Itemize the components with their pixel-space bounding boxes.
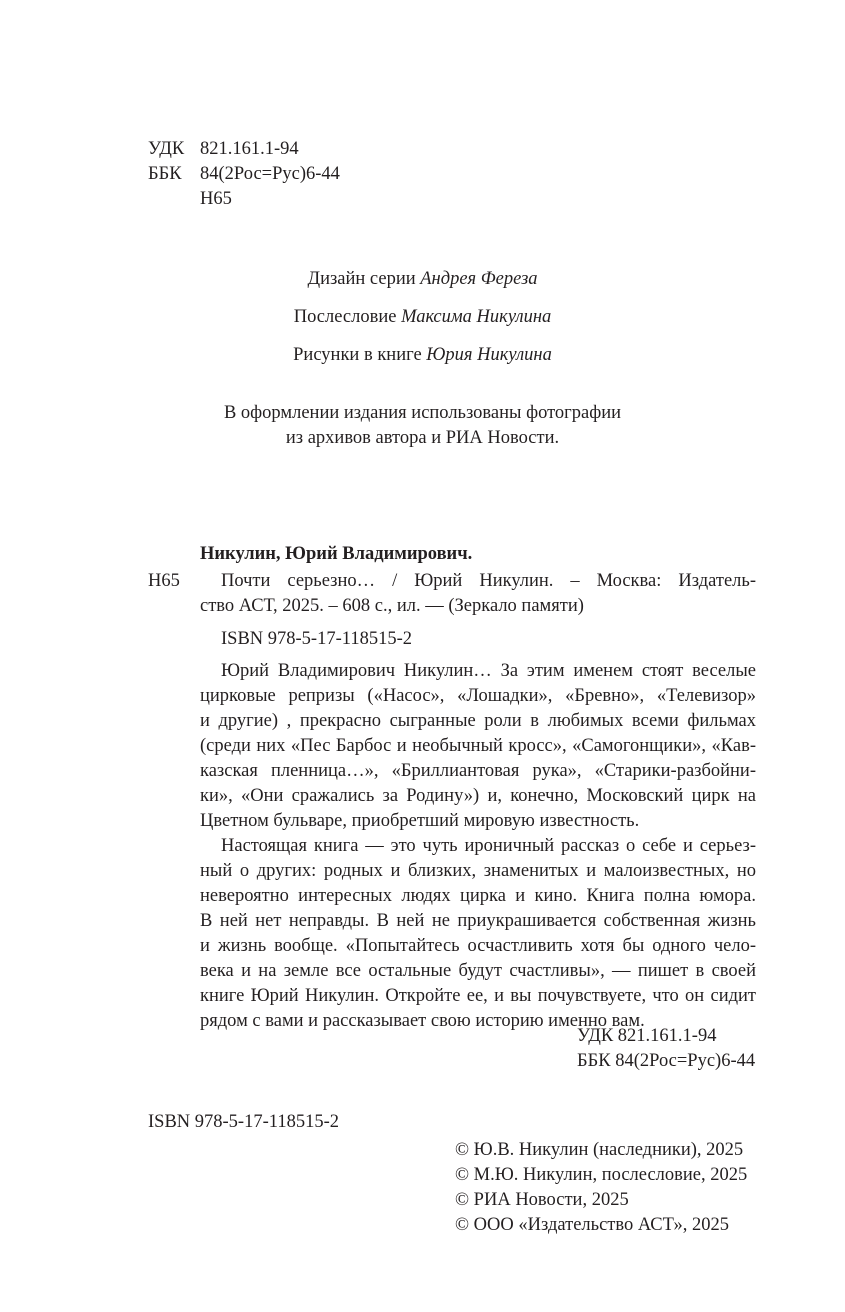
- copyright-line: © ООО «Издательство АСТ», 2025: [455, 1215, 729, 1235]
- credit-prefix: Послесловие: [293, 307, 397, 327]
- record-author-heading: Никулин, Юрий Владимирович.: [200, 544, 473, 564]
- record-author-mark: Н65: [148, 571, 180, 591]
- record-title-line-2: ство АСТ, 2025. – 608 с., ил. — (Зеркало памяти): [200, 596, 584, 616]
- credit-name: Максима Никулина: [401, 307, 552, 327]
- afterword-credit: [0, 305, 845, 330]
- annotation-paragraph-1: [200, 659, 756, 834]
- bbk-label: ББК: [148, 164, 182, 184]
- credit-name: Юрия Никулина: [426, 345, 552, 365]
- bbk-value: 84(2Рос=Рус)6-44: [200, 164, 340, 184]
- annotation-line: невероятно интересных людях цирка и кино. Книга полна юмора.: [200, 886, 756, 906]
- footer-isbn: ISBN 978-5-17-118515-2: [148, 1112, 339, 1132]
- photos-credit-line-1: В оформлении издания использованы фотографии: [223, 403, 622, 423]
- udk-value: 821.161.1-94: [200, 139, 299, 159]
- annotation-paragraph-2: [200, 834, 756, 1034]
- credit-name: Андрея Фереза: [420, 269, 538, 289]
- udk-label: УДК: [148, 139, 185, 159]
- credit-prefix: Дизайн серии: [307, 269, 416, 289]
- annotation-line: ки», «Они сражались за Родину») и, конечно, Московский цирк на: [200, 786, 756, 806]
- photos-credit-line-2: из архивов автора и РИА Новости.: [285, 428, 560, 448]
- annotation-line: Цветном бульваре, приобретший мировую известность.: [200, 811, 640, 831]
- copyright-line: © РИА Новости, 2025: [455, 1190, 629, 1210]
- series-design-credit: [0, 267, 845, 292]
- annotation-line: Юрий Владимирович Никулин… За этим именем стоят веселые: [221, 661, 756, 681]
- annotation-line: века и на земле все остальные будут счастливы», — пишет в своей: [200, 961, 756, 981]
- annotation-line: и жизнь вообще. «Попытайтесь осчастливить хотя бы одного чело-: [200, 936, 756, 956]
- copyright-line: © М.Ю. Никулин, послесловие, 2025: [455, 1165, 748, 1185]
- record-udk: УДК 821.161.1-94: [577, 1026, 717, 1046]
- annotation-line: цирковые репризы («Насос», «Лошадки», «Бревно», «Телевизор»: [200, 686, 756, 706]
- annotation-line: В ней нет неправды. В ней не приукрашивается собственная жизнь: [200, 911, 756, 931]
- annotation-line: казская пленница…», «Бриллиантовая рука», «Старики-разбойни-: [200, 761, 756, 781]
- annotation-line: ный о других: родных и близких, знаменитых и малоизвестных, но: [200, 861, 756, 881]
- annotation-line: (среди них «Пес Барбос и необычный кросс», «Самогонщики», «Кав-: [200, 736, 756, 756]
- annotation-line: рядом с вами и рассказывает свою историю именно вам.: [200, 1011, 645, 1031]
- annotation-line: и другие) , прекрасно сыгранные роли в любимых всеми фильмах: [200, 711, 756, 731]
- record-title-line-1: Почти серьезно… / Юрий Никулин. – Москва: Издатель-: [221, 571, 756, 591]
- record-bbk: ББК 84(2Рос=Рус)6-44: [577, 1051, 756, 1071]
- copyright-line: © Ю.В. Никулин (наследники), 2025: [455, 1140, 744, 1160]
- annotation-line: книге Юрий Никулин. Откройте ее, и вы почувствуете, что он сидит: [200, 986, 756, 1006]
- drawings-credit: [0, 343, 845, 368]
- author-mark: Н65: [200, 189, 232, 209]
- record-isbn: ISBN 978-5-17-118515-2: [221, 629, 412, 649]
- credit-prefix: Рисунки в книге: [293, 345, 422, 365]
- annotation-line: Настоящая книга — это чуть ироничный рассказ о себе и серьез-: [221, 836, 756, 856]
